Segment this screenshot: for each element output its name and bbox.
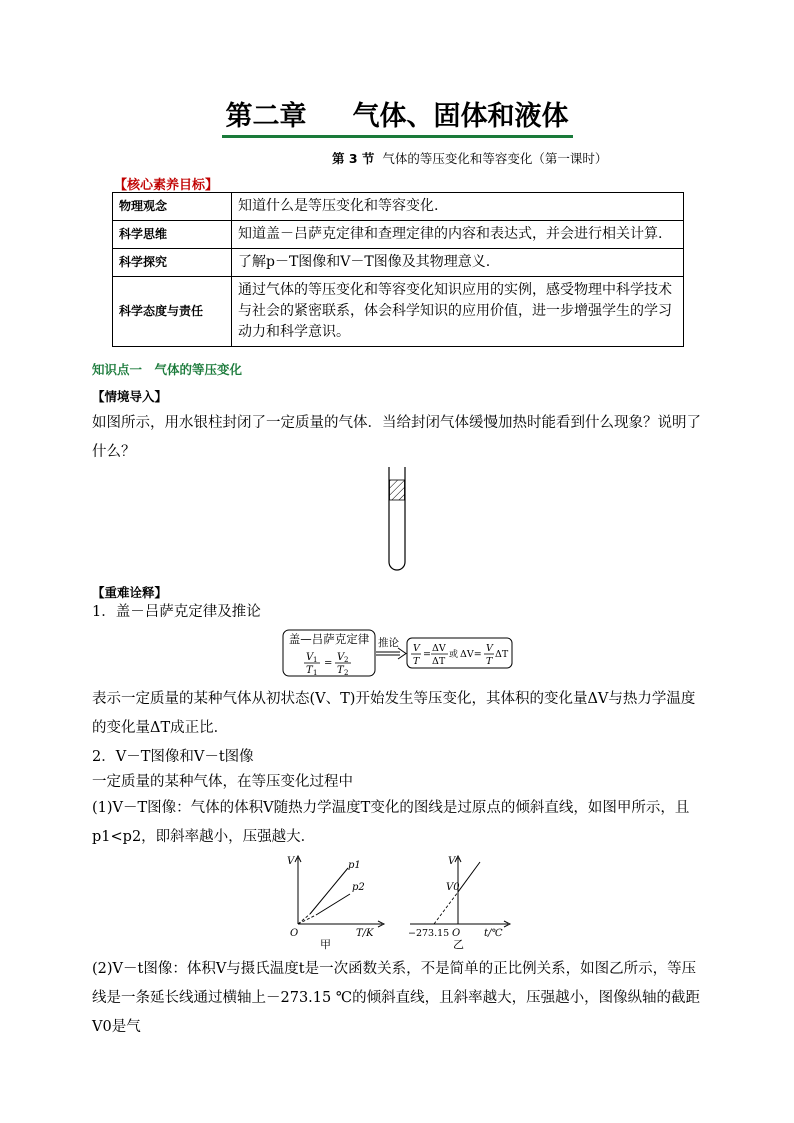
origin-label: O [452, 928, 461, 939]
section-number: 第 3 节 [332, 151, 375, 166]
graph-vt-jia [282, 852, 392, 950]
svg-text:=: = [423, 649, 431, 660]
intro-text: 如图所示，用水银柱封闭了一定质量的气体．当给封闭气体缓慢加热时能看到什么现象？说明了什么？ [92, 415, 701, 460]
svg-text:V: V [486, 643, 493, 654]
svg-text:ΔT: ΔT [432, 656, 446, 667]
svg-text:1: 1 [313, 656, 318, 664]
law-name: 盖—吕萨克定律 [288, 632, 370, 646]
axis-v-label: V [287, 856, 295, 867]
goal-value: 知道什么是等压变化和等容变化. [232, 193, 684, 221]
section-name: 气体的等压变化和等容变化（第一课时） [382, 151, 608, 166]
goal-value: 通过气体的等压变化和等容变化知识应用的实例，感受物理中科学技术与社会的紧密联系，体会科学知识的应用价值，进一步增强学生的学习动力和科学意识。 [232, 277, 684, 347]
goals-table [112, 192, 684, 347]
intercept-v0-label: V0 [446, 882, 460, 893]
paragraph-condition: 一定质量的某种气体，在等压变化过程中 [92, 774, 353, 790]
paragraph-vt-celsius: (2)V－t图像：体积V与摄氏温度t是一次函数关系，不是简单的正比例关系，如图乙所示，等压线是一条延长线通过横轴上－273.15 ℃的倾斜直线，且斜率越大，压强越小，图像纵轴的截距V0是气 [92, 961, 701, 1035]
table-row [113, 277, 684, 347]
section-heading [332, 149, 607, 167]
axis-t-label: T/K [356, 928, 374, 939]
intro-header: 【情境导入】 [92, 389, 168, 404]
svg-text:ΔT: ΔT [495, 649, 509, 660]
goal-value: 知道盖－吕萨克定律和查理定律的内容和表达式，并会进行相关计算. [232, 221, 684, 249]
chapter-number: 第二章 [225, 101, 307, 132]
table-row [113, 249, 684, 277]
paragraph-law: 表示一定质量的某种气体从初状态(V、T)开始发生等压变化，其体积的变化量ΔV与热力学温度的变化量ΔT成正比． [92, 691, 696, 736]
goals-header: 【核心素养目标】 [114, 178, 219, 193]
axis-t-label: t/℃ [484, 928, 503, 939]
law-diagram [282, 627, 514, 679]
graph-vt-yi [408, 852, 518, 950]
goal-value: 了解p－T图像和V－T图像及其物理意义. [232, 249, 684, 277]
svg-text:1: 1 [313, 669, 318, 677]
svg-text:2: 2 [344, 656, 349, 664]
table-row [113, 221, 684, 249]
svg-text:T: T [337, 665, 344, 676]
chapter-title [0, 94, 794, 138]
line-p2-label: p2 [352, 882, 365, 893]
chapter-topic: 气体、固体和液体 [352, 101, 569, 132]
svg-text:V: V [413, 643, 420, 654]
item-1: 1．盖－吕萨克定律及推论 [92, 604, 261, 620]
svg-text:=: = [324, 658, 333, 669]
origin-label: O [290, 928, 299, 939]
goal-key: 物理观念 [113, 193, 232, 221]
x-intercept-label: −273.15 [408, 928, 450, 939]
svg-text:ΔV=: ΔV= [460, 649, 482, 660]
goal-key: 科学态度与责任 [113, 277, 232, 347]
svg-text:T: T [306, 665, 313, 676]
goal-key: 科学探究 [113, 249, 232, 277]
goal-key: 科学思维 [113, 221, 232, 249]
item-2: 2．V－T图像和V－t图像 [92, 749, 254, 765]
graph-caption-yi: 乙 [453, 938, 464, 950]
axis-v-label: V [448, 856, 456, 867]
line-p1-label: p1 [348, 860, 361, 871]
test-tube-figure [380, 462, 420, 572]
law-arrow-label: 推论 [378, 637, 399, 649]
table-row [113, 193, 684, 221]
knowledge-point-heading: 知识点一 气体的等压变化 [92, 362, 243, 377]
paragraph-vt-graph: (1)V－T图像：气体的体积V随热力学温度T变化的图线是过原点的倾斜直线，如图甲所示，且p1<p2，即斜率越小，压强越大． [92, 800, 690, 845]
svg-text:T: T [413, 656, 420, 667]
svg-text:T: T [486, 656, 493, 667]
graph-caption-jia: 甲 [320, 938, 331, 950]
key-header: 【重难诠释】 [92, 585, 168, 600]
law-or: 或 [449, 650, 459, 660]
svg-text:V: V [337, 652, 345, 663]
svg-text:2: 2 [344, 669, 349, 677]
svg-text:V: V [306, 652, 314, 663]
svg-text:ΔV: ΔV [432, 643, 446, 654]
